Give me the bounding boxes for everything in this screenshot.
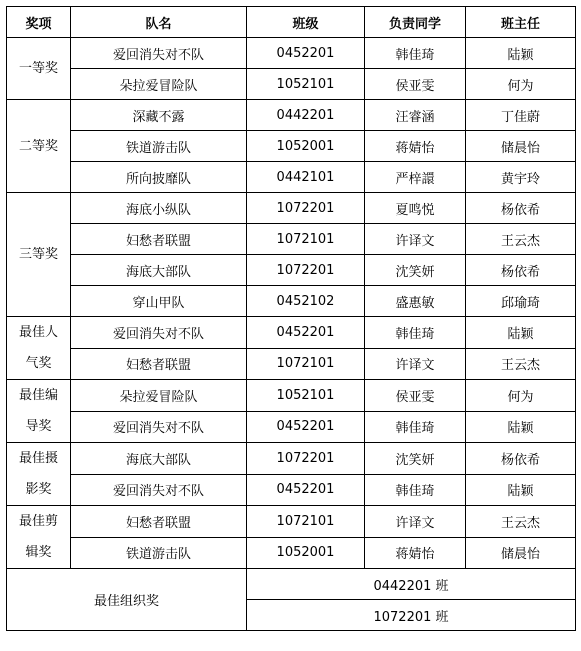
team-name-cell: 朵拉爱冒险队 [71, 69, 247, 100]
team-name-cell: 深藏不露 [71, 100, 247, 131]
award-name-cell [7, 193, 71, 317]
table-row [7, 224, 576, 255]
team-name-cell: 妇愁者联盟 [71, 506, 247, 538]
class-code-cell: 1052101 [247, 380, 365, 412]
table-row [7, 286, 576, 317]
award-name-line: 最佳剪 [18, 514, 58, 529]
header-award: 奖项 [7, 7, 71, 38]
teacher-cell: 邱瑜琦 [466, 286, 576, 317]
leader-cell: 侯亚雯 [365, 380, 466, 412]
leader-cell: 许译文 [365, 224, 466, 255]
teacher-cell: 陆颖 [466, 411, 576, 443]
class-code-cell: 0452201 [247, 38, 365, 69]
teacher-cell: 王云杰 [466, 224, 576, 255]
team-name-cell: 所向披靡队 [71, 162, 247, 193]
table-body [7, 38, 576, 631]
class-code-cell: 0452201 [247, 317, 365, 349]
leader-cell: 沈笑妍 [365, 443, 466, 475]
teacher-cell: 丁佳蔚 [466, 100, 576, 131]
class-code-cell: 1072101 [247, 224, 365, 255]
teacher-cell: 王云杰 [466, 348, 576, 380]
table-row [7, 317, 576, 349]
teacher-cell: 杨依希 [466, 255, 576, 286]
award-name-line: 最佳编 [18, 388, 58, 403]
team-name-cell: 海底小纵队 [71, 193, 247, 224]
header-team: 队名 [71, 7, 247, 38]
awards-table [6, 6, 576, 631]
teacher-cell: 杨依希 [466, 193, 576, 224]
teacher-cell: 陆颖 [466, 317, 576, 349]
leader-cell: 侯亚雯 [365, 69, 466, 100]
leader-cell: 许译文 [365, 506, 466, 538]
class-code-cell: 1072201 [247, 443, 365, 475]
table-row [7, 348, 576, 380]
class-code-cell: 1052001 [247, 131, 365, 162]
class-code-cell: 0452201 [247, 474, 365, 506]
award-name-line: 最佳摄 [18, 451, 58, 466]
award-name-cell [7, 317, 71, 380]
team-name-cell: 爱回消失对不队 [71, 474, 247, 506]
table-row [7, 69, 576, 100]
header-row [7, 7, 576, 38]
leader-cell: 许译文 [365, 348, 466, 380]
class-code-cell: 1072201 [247, 193, 365, 224]
class-code-cell: 1052001 [247, 537, 365, 569]
award-name-line: 最佳人 [18, 325, 58, 340]
leader-cell: 韩佳琦 [365, 317, 466, 349]
class-code-cell: 0442101 [247, 162, 365, 193]
award-name-line: 影奖 [25, 482, 52, 497]
award-name-line: 三等奖 [18, 247, 58, 262]
header-teacher: 班主任 [466, 7, 576, 38]
table-row [7, 100, 576, 131]
table-row [7, 537, 576, 569]
teacher-cell: 储晨怡 [466, 131, 576, 162]
award-name-line: 辑奖 [25, 545, 52, 560]
leader-cell: 蒋婧怡 [365, 131, 466, 162]
teacher-cell: 黄宇玲 [466, 162, 576, 193]
teacher-cell: 储晨怡 [466, 537, 576, 569]
team-name-cell: 爱回消失对不队 [71, 317, 247, 349]
class-code-cell: 1072101 [247, 348, 365, 380]
team-name-cell: 朵拉爱冒险队 [71, 380, 247, 412]
header-class: 班级 [247, 7, 365, 38]
table-row [7, 380, 576, 412]
team-name-cell: 妇愁者联盟 [71, 348, 247, 380]
org-award-label: 最佳组织奖 [7, 569, 247, 631]
teacher-cell: 陆颖 [466, 474, 576, 506]
table-row [7, 193, 576, 224]
team-name-cell: 海底大部队 [71, 443, 247, 475]
team-name-cell: 铁道游击队 [71, 131, 247, 162]
award-name-line: 气奖 [25, 356, 52, 371]
team-name-cell: 爱回消失对不队 [71, 411, 247, 443]
leader-cell: 汪睿涵 [365, 100, 466, 131]
table-row [7, 162, 576, 193]
org-award-class: 0442201 班 [247, 569, 576, 600]
teacher-cell: 何为 [466, 380, 576, 412]
table-row [7, 411, 576, 443]
class-code-cell: 0452201 [247, 411, 365, 443]
leader-cell: 盛惠敏 [365, 286, 466, 317]
table-row [7, 255, 576, 286]
award-name-line: 导奖 [25, 419, 52, 434]
award-name-cell [7, 100, 71, 193]
leader-cell: 严梓譞 [365, 162, 466, 193]
table-row [7, 443, 576, 475]
award-name-cell [7, 380, 71, 443]
team-name-cell: 铁道游击队 [71, 537, 247, 569]
teacher-cell: 杨依希 [466, 443, 576, 475]
table-row [7, 38, 576, 69]
award-name-line: 一等奖 [18, 61, 58, 76]
award-name-cell [7, 506, 71, 569]
class-code-cell: 0442201 [247, 100, 365, 131]
leader-cell: 韩佳琦 [365, 411, 466, 443]
class-code-cell: 1072101 [247, 506, 365, 538]
award-name-cell [7, 38, 71, 100]
team-name-cell: 穿山甲队 [71, 286, 247, 317]
org-award-class: 1072201 班 [247, 600, 576, 631]
leader-cell: 韩佳琦 [365, 474, 466, 506]
table-row [7, 474, 576, 506]
table-row [7, 506, 576, 538]
team-name-cell: 爱回消失对不队 [71, 38, 247, 69]
header-leader: 负责同学 [365, 7, 466, 38]
teacher-cell: 王云杰 [466, 506, 576, 538]
org-award-row [7, 569, 576, 600]
team-name-cell: 妇愁者联盟 [71, 224, 247, 255]
teacher-cell: 何为 [466, 69, 576, 100]
leader-cell: 蒋婧怡 [365, 537, 466, 569]
leader-cell: 韩佳琦 [365, 38, 466, 69]
award-name-line: 二等奖 [18, 138, 58, 154]
class-code-cell: 0452102 [247, 286, 365, 317]
class-code-cell: 1052101 [247, 69, 365, 100]
table-row [7, 131, 576, 162]
class-code-cell: 1072201 [247, 255, 365, 286]
table-header [7, 7, 576, 38]
team-name-cell: 海底大部队 [71, 255, 247, 286]
award-name-cell [7, 443, 71, 506]
leader-cell: 沈笑妍 [365, 255, 466, 286]
leader-cell: 夏鸣悦 [365, 193, 466, 224]
teacher-cell: 陆颖 [466, 38, 576, 69]
